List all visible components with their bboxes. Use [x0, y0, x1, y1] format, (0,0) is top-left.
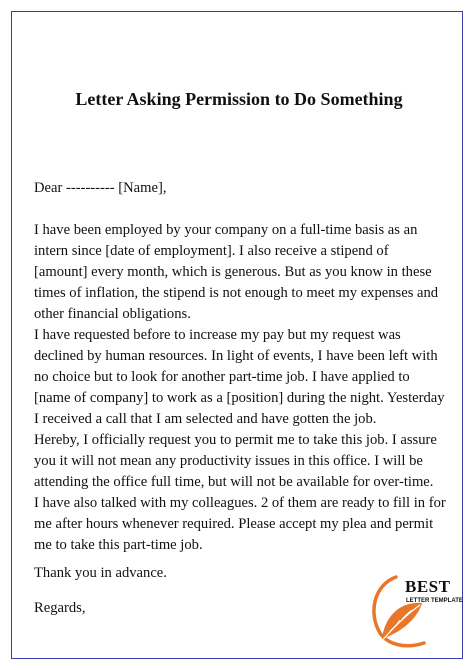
paragraph-1-line: intern since [date of employment]. I also receive a stipend of [34, 243, 389, 259]
letter-title: Letter Asking Permission to Do Something [75, 89, 403, 109]
paragraph-3-line: me after hours whenever required. Please accept my plea and permit [34, 516, 434, 532]
paragraph-2-line: declined by human resources. In light of events, I have been left with [34, 348, 438, 364]
paragraph-2 [34, 325, 445, 430]
paragraph-1-line: times of inflation, the stipend is not enough to meet my expenses and [34, 285, 439, 301]
paragraph-3 [34, 430, 446, 556]
paragraph-3-line: me to take this part-time job. [34, 537, 203, 553]
salutation: Dear ---------- [Name], [34, 180, 167, 196]
closing-regards: Regards, [34, 600, 86, 616]
paragraph-3-line: I have also talked with my colleagues. 2 of them are ready to fill in for [34, 495, 446, 511]
paragraph-1 [34, 220, 438, 325]
paragraph-2-line: [name of company] to work as a [position] during the night. Yesterday [34, 390, 445, 406]
paragraph-2-line: no choice but to look for another part-time job. I have applied to [34, 369, 410, 385]
paragraph-1-line: other financial obligations. [34, 306, 191, 322]
paragraph-3-line: attending the office full time, but will not be available for over-time. [34, 474, 434, 490]
paragraph-3-line: Hereby, I officially request you to permit me to take this job. I assure [34, 432, 437, 448]
paragraph-1-line: I have been employed by your company on a full-time basis as an [34, 222, 418, 238]
logo-tagline: LETTER TEMPLATE [406, 598, 463, 604]
logo-word: BEST [405, 577, 451, 596]
closing-thanks: Thank you in advance. [34, 565, 167, 581]
paragraph-2-line: I have requested before to increase my pay but my request was [34, 327, 401, 343]
best-letter-template-logo [366, 573, 463, 651]
paragraph-3-line: you it will not mean any productivity issues in this office. I will be [34, 453, 423, 469]
paragraph-2-line: I received a call that I am selected and have gotten the job. [34, 411, 377, 427]
paragraph-1-line: [amount] every month, which is generous. But as you know in these [34, 264, 432, 280]
